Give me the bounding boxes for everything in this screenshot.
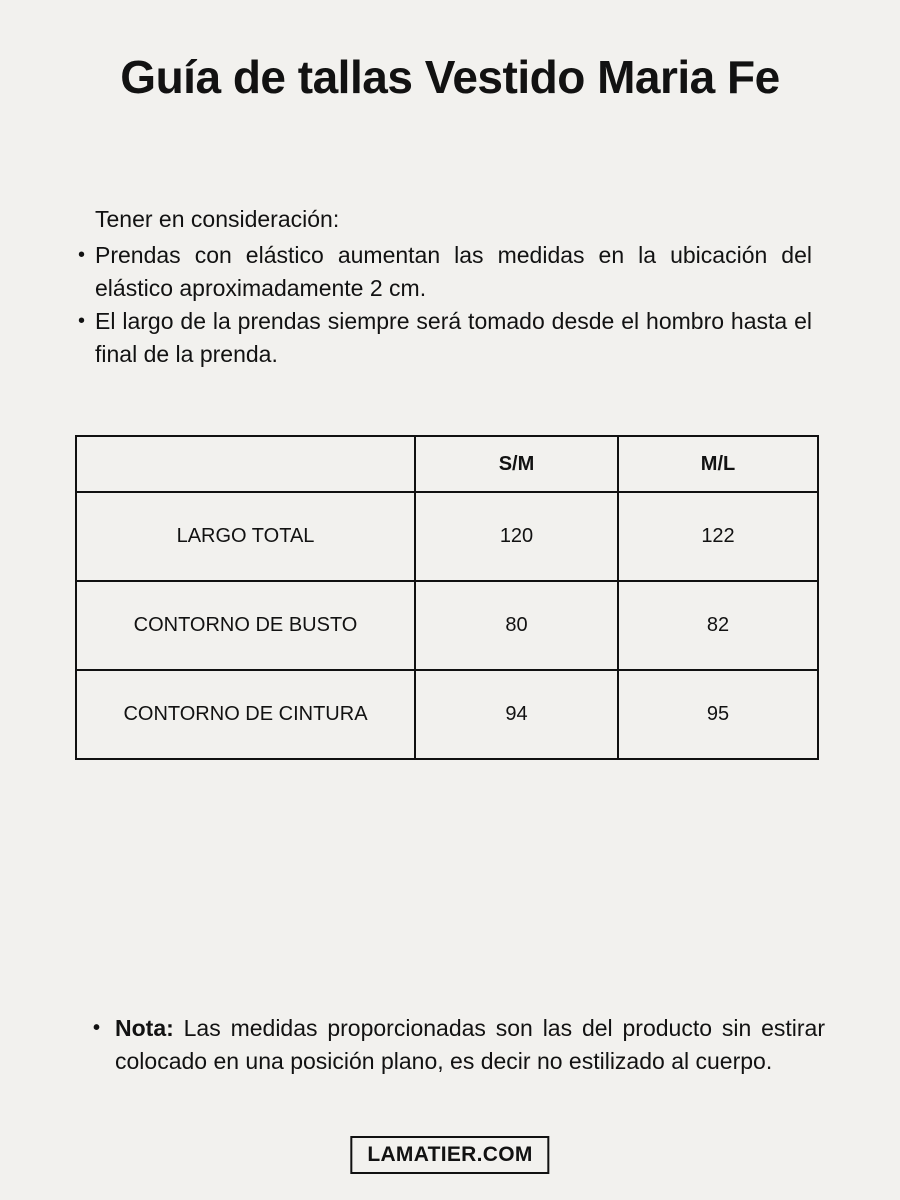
table-header-ml: M/L: [618, 436, 818, 492]
size-table-container: [75, 435, 819, 760]
cell-value: 120: [415, 492, 618, 581]
table-header-row: [76, 436, 818, 492]
bullet-icon: •: [93, 1017, 101, 1039]
brand-badge: LAMATIER.COM: [350, 1136, 549, 1174]
cell-value: 122: [618, 492, 818, 581]
table-row: [76, 492, 818, 581]
cell-value: 82: [618, 581, 818, 670]
table-row: [76, 670, 818, 759]
table-row: [76, 581, 818, 670]
table-header-sm: S/M: [415, 436, 618, 492]
considerations-intro: Tener en consideración:: [95, 206, 340, 232]
page-title: Guía de tallas Vestido Maria Fe: [120, 51, 780, 103]
size-table: [75, 435, 819, 760]
considerations-section: [78, 203, 812, 371]
row-label: CONTORNO DE CINTURA: [76, 670, 415, 759]
cell-value: 95: [618, 670, 818, 759]
list-item: [78, 239, 812, 305]
list-item: [78, 305, 812, 371]
bullet-icon: •: [78, 244, 86, 266]
note-text: [115, 1012, 825, 1078]
note-body: Las medidas proporcionadas son las del producto sin estirar colocado en una posición plano, es decir no estilizado al cuerpo.: [115, 1015, 825, 1074]
cell-value: 94: [415, 670, 618, 759]
consideration-text: Prendas con elástico aumentan las medidas en la ubicación del elástico aproximadamente 2 cm.: [95, 242, 812, 301]
note-label: Nota:: [115, 1015, 174, 1041]
row-label: LARGO TOTAL: [76, 492, 415, 581]
consideration-text: El largo de la prendas siempre será tomado desde el hombro hasta el final de la prenda.: [95, 308, 812, 367]
bullet-icon: •: [78, 310, 86, 332]
note-section: [93, 1012, 825, 1078]
cell-value: 80: [415, 581, 618, 670]
row-label: CONTORNO DE BUSTO: [76, 581, 415, 670]
table-header-empty: [76, 436, 415, 492]
